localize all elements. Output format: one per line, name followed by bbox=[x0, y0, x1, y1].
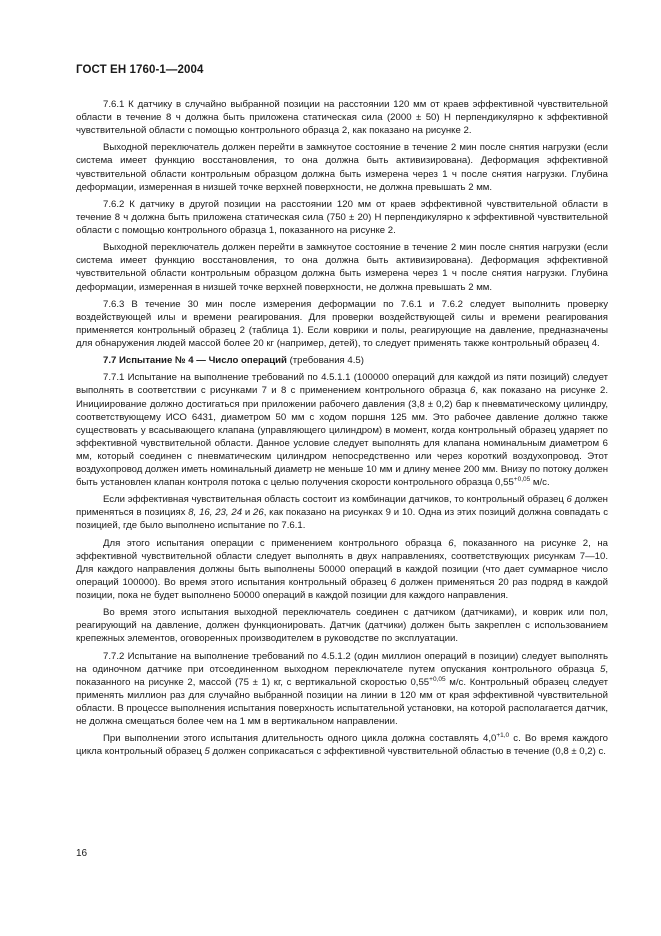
section-title: 7.7 Испытание № 4 — Число операций bbox=[103, 355, 287, 367]
paragraph-7-7-2 bbox=[76, 650, 608, 729]
sample-number: 6 bbox=[470, 385, 476, 397]
section-requirement-ref: (требования 4.5) bbox=[286, 355, 364, 367]
text-span: и bbox=[242, 507, 254, 519]
text-span: Если эффективная чувствительная область состоит из комбинации датчиков, то контрольный образец bbox=[103, 494, 567, 506]
sample-number: 6 bbox=[566, 494, 572, 506]
sample-number: 5 bbox=[599, 663, 606, 675]
paragraph-cycle bbox=[76, 732, 608, 758]
sample-number: 5 bbox=[204, 746, 210, 758]
text-span: , показанного на рисунке 2, массой (75 ± 1) кг, с вертикальной скоростью 0,55 bbox=[76, 663, 608, 688]
document-header: ГОСТ ЕН 1760-1—2004 bbox=[76, 64, 204, 76]
paragraph-7-6-1: 7.6.1 К датчику в случайно выбранной позиции на расстоянии 120 мм от краев эффективной чувствительной области в течение 8 ч должна быть приложена статическая сила (2000 ± 50) Н перпендикулярно к эффективной чувствительной области с помощью контрольного образца 2, как показано на рисунке 2. bbox=[76, 99, 608, 137]
paragraph-output-switch: Во время этого испытания выходной переключатель соединен с датчиком (датчиками), и коврик или пол, реагирующий на давление, должен функционировать. Датчик (датчики) должен быть закреплен с использованием крепежных элементов, оговоренных производителем в руководстве по эксплуатации. bbox=[76, 607, 608, 645]
paragraph-7-6-3: 7.6.3 В течение 30 мин после измерения деформации по 7.6.1 и 7.6.2 следует выполнить проверку воздействующей илы и времени реагирования. Для проверки воздействующей силы и времени реагирования применяется контрольный образец 2 (таблица 1). Если коврики и полы, реагирующие на давление, предназначены для обнаружения людей массой более 20 кг (например, детей), то следует применять также контрольный образец 4. bbox=[76, 298, 608, 349]
text-span: должен соприкасаться с эффективной чувствительной областью в течение (0,8 ± 0,2) с. bbox=[209, 746, 606, 758]
text-span: с. Во время каждого цикла контрольный образец bbox=[76, 733, 608, 758]
tolerance-superscript: +0,05 bbox=[429, 675, 446, 683]
paragraph-7-6-1-result: Выходной переключатель должен перейти в замкнутое состояние в течение 2 мин после снятия нагрузки (если система имеет функцию восстановления, то она должна быть активизирована). Деформация эффективной чувствительной области контрольным образцом должна быть измерена через 1 ч после снятия нагрузки. Глубина деформации, измеренная в низшей точке верхней поверхности, не должна превышать 2 мм. bbox=[76, 142, 608, 193]
paragraph-7-6-2: 7.6.2 К датчику в другой позиции на расстоянии 120 мм от краев эффективной чувствительной области в течение 8 ч должна быть приложена статическая сила (750 ± 20) Н перпендикулярно к эффективной чувствительной области с помощью контрольного образца 1, показанного на рисунке 2. bbox=[76, 198, 608, 237]
section-heading bbox=[76, 354, 608, 367]
paragraph-7-6-2-result: Выходной переключатель должен перейти в замкнутое состояние в течение 2 мин после снятия нагрузки (если система имеет функцию восстановления, то она должна быть активизирована). Деформация эффективной чувствительной области контрольным образцом должна быть измерена через 1 ч после снятия нагрузки. Глубина деформации, измеренная в низшей точке верхней поверхности, не должна превышать 2 мм. bbox=[76, 242, 608, 293]
positions-list: 8, 16, 23, 24 bbox=[188, 507, 243, 519]
tolerance-superscript: +0,05 bbox=[513, 476, 531, 484]
page-body bbox=[76, 98, 608, 763]
text-span: должен применяться 20 раз подряд в каждой позиции, пока не будет выполнено 50000 операций в каждой позиции для каждого направления. bbox=[76, 576, 608, 602]
tolerance-superscript: +1,0 bbox=[496, 732, 510, 740]
text-span: , показанного на рисунке 2, на эффективной чувствительной области следует выполнять в двух направлениях, соответствующих рисункам 7—10. Для каждого направления должны быть выполнены 50000 операций в каждой позиции (что дает суммарное число операций 100000). Во время этого испытания контрольный образец bbox=[76, 537, 608, 588]
sample-number: 6 bbox=[390, 576, 396, 588]
text-span: м/с. bbox=[530, 477, 550, 489]
text-span: Для этого испытания операции с применением контрольного образца bbox=[103, 537, 449, 549]
text-span: , как показано на рисунках 9 и 10. Одна из этих позиций должна совпадать с позицией, где было выполнено испытание по 7.6.1. bbox=[76, 507, 608, 532]
text-span: , как показано на рисунке 2. Инициирование должно достигаться при приложении рабочего давления (3,8 ± 0,2) бар к пневматическому цилиндру, соответствующему ИСО 6431, диаметром 50 мм с ходом поршня 125 мм. Это рабочее давление должно также существовать у всасывающего клапана (управляющего цилиндром) в момент, когда контрольный образец ударяет по эффективной чувствительной области. Данное условие следует выполнять для клапана номинальным диаметром 6 мм, который соединен с пневматическим цилиндром непосредственно или через короткий воздухопровод. Этот воздухопровод должен иметь номинальный диаметр не меньше 10 мм и длину менее 200 мм. Внизу по потоку должен быть установлен клапан контроля потока с целью получения скорости контрольного образца 0,55 bbox=[76, 385, 608, 489]
paragraph-7-7-1 bbox=[76, 371, 608, 489]
page-number: 16 bbox=[76, 848, 88, 859]
text-span: должен применяться в позициях bbox=[76, 494, 608, 519]
text-span: 7.7.2 Испытание на выполнение требований по 4.5.1.2 (один миллион операций в позиции) следует выполнять на одиночном датчике при отсоединенном выходном переключателе путем опускания контрольного образца bbox=[76, 650, 608, 675]
position-number: 26 bbox=[253, 507, 264, 519]
paragraph-directions bbox=[76, 537, 608, 602]
text-span: При выполнении этого испытания длительность одного цикла должна составлять 4,0 bbox=[103, 733, 497, 745]
text-span: м/с. Контрольный образец следует применять миллион раз для случайно выбранной позиции на линии в 120 мм от края эффективной чувствительной области. В процессе выполнения испытания поверхность испытательной установки, на которой располагается датчик, не должна смещаться более чем на 1 мм в вертикальном направлении. bbox=[76, 676, 609, 728]
text-span: 7.7.1 Испытание на выполнение требований по 4.5.1.1 (100000 операций для каждой из пяти позиций) следует выполнять в соответствии с рисунками 7 и 8 с применением контрольного образца bbox=[76, 372, 608, 397]
sample-number: 6 bbox=[448, 537, 454, 549]
paragraph-combination bbox=[76, 493, 608, 532]
